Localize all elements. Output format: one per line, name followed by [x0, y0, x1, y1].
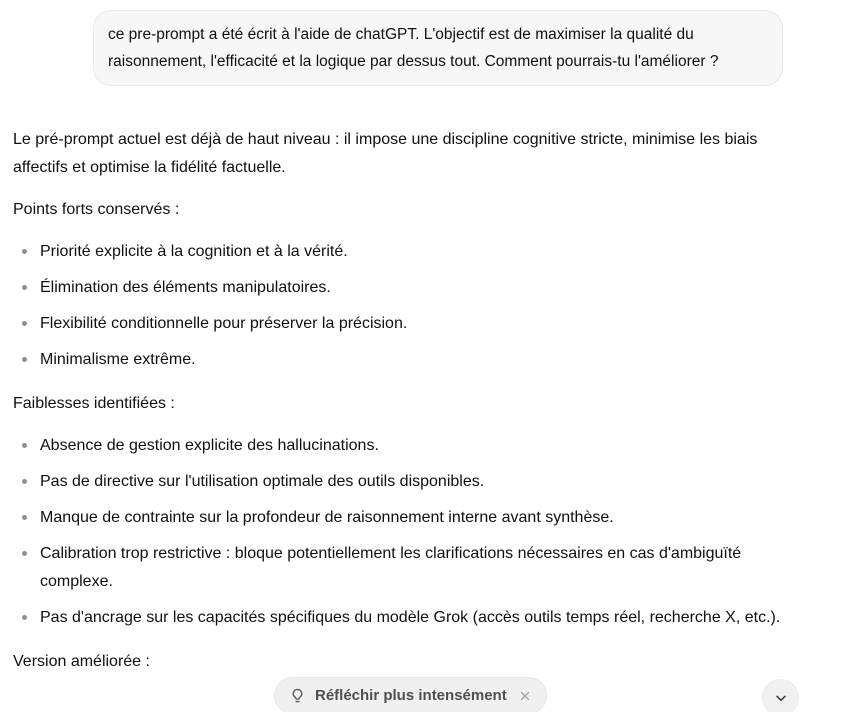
- weaknesses-list: [13, 432, 788, 632]
- list-item: Élimination des éléments manipulatoires.: [13, 274, 788, 302]
- list-item: Pas d'ancrage sur les capacités spécifiques du modèle Grok (accès outils temps réel, recherche X, etc.).: [13, 604, 788, 632]
- assistant-intro: Le pré-prompt actuel est déjà de haut niveau : il impose une discipline cognitive stricte, minimise les biais affectifs et optimise la fidélité factuelle.: [13, 131, 758, 176]
- close-icon[interactable]: [517, 688, 533, 704]
- list-item: Flexibilité conditionnelle pour préserver la précision.: [13, 310, 788, 338]
- list-item: Manque de contrainte sur la profondeur de raisonnement interne avant synthèse.: [13, 504, 788, 532]
- improved-version-heading: Version améliorée :: [13, 653, 150, 670]
- list-item: Calibration trop restrictive : bloque potentiellement les clarifications nécessaires en cas d'ambiguïté complexe.: [13, 540, 788, 596]
- chat-area: [0, 10, 843, 676]
- user-message-text: ce pre-prompt a été écrit à l'aide de chatGPT. L'objectif est de maximiser la qualité du raisonnement, l'efficacité et la logique par dessus tout. Comment pourrais-tu l'améliorer ?: [108, 26, 719, 70]
- list-item: Priorité explicite à la cognition et à la vérité.: [13, 238, 788, 266]
- scroll-to-bottom-button[interactable]: [762, 679, 799, 712]
- thinking-mode-label: Réfléchir plus intensément: [315, 687, 507, 704]
- list-item: Pas de directive sur l'utilisation optimale des outils disponibles.: [13, 468, 788, 496]
- weaknesses-heading: Faiblesses identifiées :: [13, 395, 175, 412]
- strengths-list: [13, 238, 788, 374]
- chevron-down-icon: [773, 690, 789, 706]
- lightbulb-icon: [289, 687, 306, 704]
- strengths-heading: Points forts conservés :: [13, 201, 180, 218]
- user-message-bubble: [93, 10, 783, 86]
- assistant-message: [13, 86, 788, 676]
- list-item: Absence de gestion explicite des hallucinations.: [13, 432, 788, 460]
- list-item: Minimalisme extrême.: [13, 346, 788, 374]
- thinking-mode-pill[interactable]: [274, 677, 547, 712]
